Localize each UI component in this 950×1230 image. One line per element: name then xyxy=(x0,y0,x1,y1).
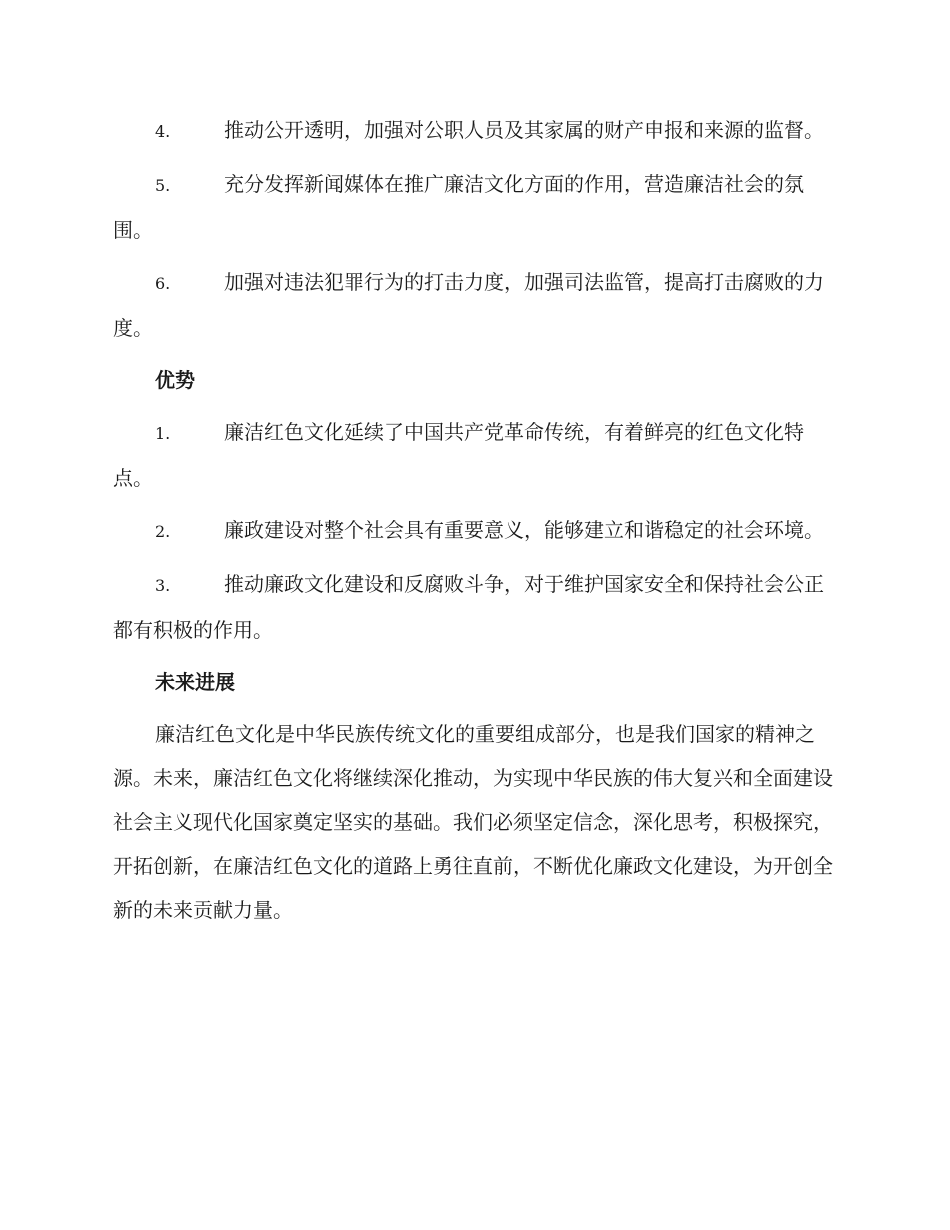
list-item-number: 2. xyxy=(155,522,171,541)
list-item-text: 推动廉政文化建设和反腐败斗争，对于维护国家安全和保持社会公正都有积极的作用。 xyxy=(113,572,824,642)
list-item-text: 加强对违法犯罪行为的打击力度，加强司法监管，提高打击腐败的力度。 xyxy=(113,270,824,340)
list-item xyxy=(113,108,833,154)
list-item-text: 廉洁红色文化延续了中国共产党革命传统，有着鲜亮的红色文化特点。 xyxy=(113,420,804,490)
future-paragraph: 廉洁红色文化是中华民族传统文化的重要组成部分，也是我们国家的精神之源。未来，廉洁红色文化将继续深化推动，为实现中华民族的伟大复兴和全面建设社会主义现代化国家奠定坚实的基础。我们必须坚定信念，深化思考，积极探究，开拓创新，在廉洁红色文化的道路上勇往直前，不断优化廉政文化建设，为开创全新的未来贡献力量。 xyxy=(113,722,833,922)
list-item-text: 充分发挥新闻媒体在推广廉洁文化方面的作用，营造廉洁社会的氛围。 xyxy=(113,172,804,242)
section-heading-future: 未来进展 xyxy=(155,670,235,694)
document-page xyxy=(113,108,833,932)
list-item-number: 4. xyxy=(155,122,171,141)
list-item xyxy=(113,162,833,252)
list-item xyxy=(113,562,833,652)
list-item-number: 3. xyxy=(155,576,171,595)
list-item xyxy=(113,410,833,500)
list-item-number: 6. xyxy=(155,274,171,293)
list-item-text: 廉政建设对整个社会具有重要意义，能够建立和谐稳定的社会环境。 xyxy=(224,518,824,542)
list-item xyxy=(113,260,833,350)
list-item-number: 5. xyxy=(155,176,171,195)
section-heading-advantages: 优势 xyxy=(155,368,195,392)
list-item-text: 推动公开透明，加强对公职人员及其家属的财产申报和来源的监督。 xyxy=(224,118,824,142)
list-item xyxy=(113,508,833,554)
list-item-number: 1. xyxy=(155,424,171,443)
